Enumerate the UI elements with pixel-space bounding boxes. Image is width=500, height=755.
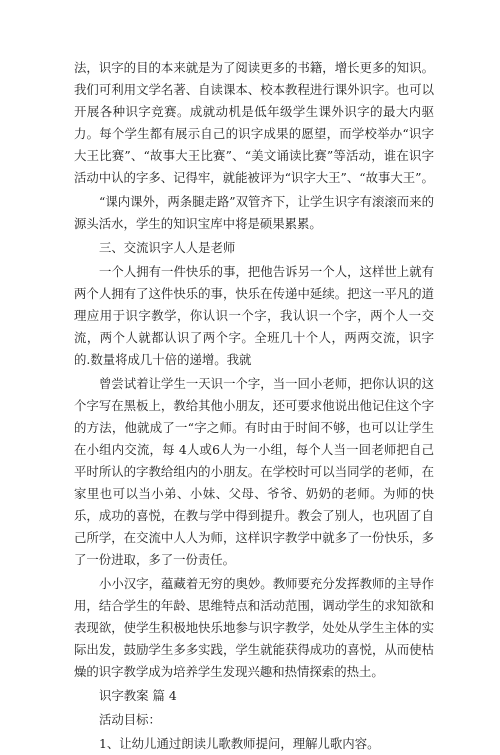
body-paragraph-3: 一个人拥有一件快乐的事，把他告诉另一个人，这样世上就有两个人拥有了这件快乐的事，快乐在传递中延续。把这一平凡的道理应用于识字教学，你认识一个字，我认识一个字，两个人一交流，两个人就都认识了两个字。全班几十个人，两两交流，识字的.数量将成几十倍的递增。我就: [74, 264, 434, 367]
body-paragraph-4: 曾尝试着让学生一天识一个字，当一回小老师，把你认识的这个字写在黑板上，教给其他小朋友，还可要求他说出他记住这个字的方法，他就成了一“字之师。有时由于时间不够，也可以让学生在小组内交流，每 4人或6人为一小组，每个人当一回老师把自己平时所认的字教给组内的小朋友。在学校时可以当同学的老师，在家里也可以当小弟、小妹、父母、爷爷、奶奶的老师。为师的快乐，成功的喜悦，在教与学中得到提升。教会了别人，也巩固了自己所学，在交流中人人为师，这样识字教学中就多了一份快乐，多了一份进取，多了一份责任。: [74, 376, 434, 567]
goal-item-1: 1、让幼儿通过朗读儿歌教师提问，理解儿歌内容。: [99, 736, 380, 751]
lesson-plan-title: 识字教案 篇 4: [99, 688, 177, 703]
section-heading: 三、交流识字人人是老师: [99, 240, 236, 255]
activity-goals-heading: 活动目标：: [99, 712, 161, 727]
body-paragraph-5: 小小汉字，蕴藏着无穷的奥妙。教师要充分发挥教师的主导作用，结合学生的年龄、思维特点和活动范围，调动学生的求知欲和表现欲，使学生积极地快乐地参与识字教学，处处从学生主体的实际出发，鼓励学生多多实践，学生就能获得成功的喜悦，从而使枯燥的识字教学成为培养学生发现兴趣和热情探索的热土。: [74, 576, 434, 679]
body-paragraph-2: “课内课外，两条腿走路”双管齐下，让学生识字有滚滚而来的源头活水，学生的知识宝库中将是硕果累累。: [74, 194, 434, 231]
document-page: [74, 57, 434, 755]
body-paragraph-1: 法，识字的目的本来就是为了阅读更多的书籍，增长更多的知识。我们可利用文学名著、自读课本、校本教程进行课外识字。也可以开展各种识字竞赛。成就动机是低年级学生课外识字的最大内驱力。每个学生都有展示自己的识字成果的愿望，而学校举办“识字大王比赛”、“故事大王比赛”、“美文诵读比赛”等活动，谁在识字活动中认的字多、记得牢，就能被评为“识字大王”、“故事大王”。: [74, 60, 434, 185]
